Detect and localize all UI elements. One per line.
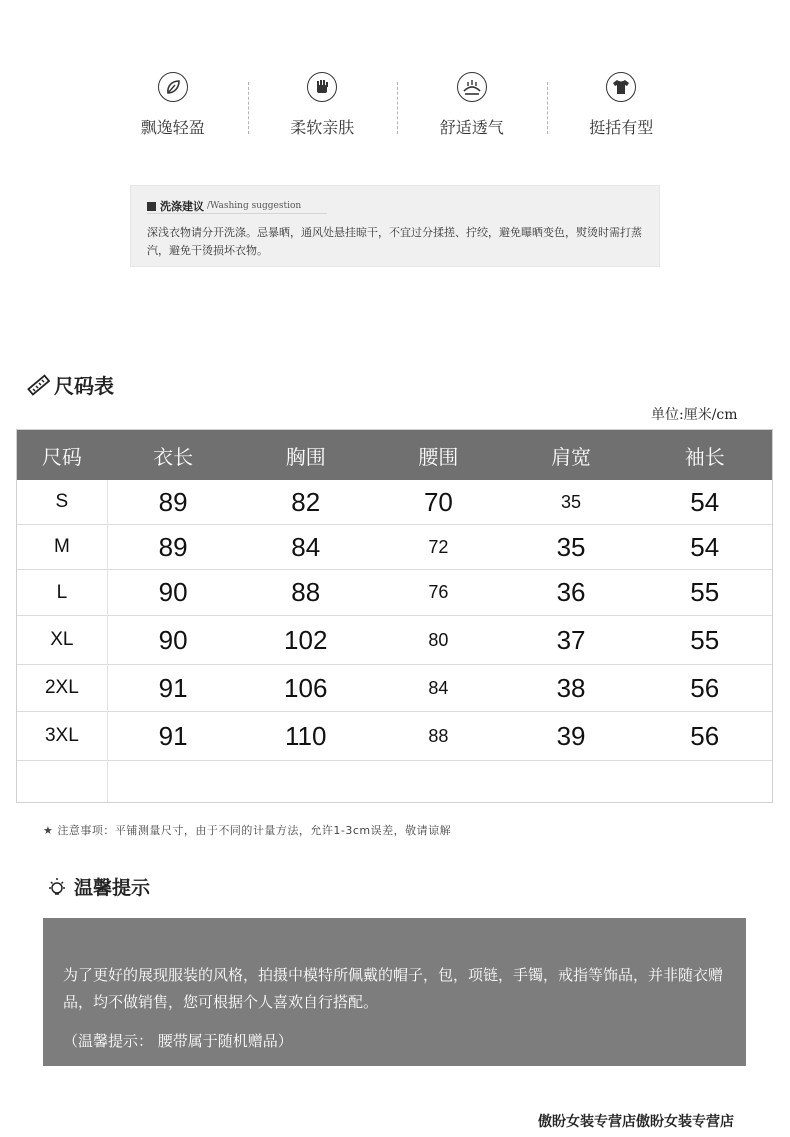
header-cell: 衣长 bbox=[153, 444, 194, 469]
table-cell: 56 bbox=[690, 720, 720, 751]
table-cell: 39 bbox=[556, 720, 586, 751]
table-header bbox=[17, 430, 772, 480]
measurement-note: ★ 注意事项：平铺测量尺寸，由于不同的计量方法，允许1-3cm误差，敬请谅解 bbox=[43, 824, 452, 837]
tips-text: 为了更好的展现服装的风格，拍摄中模特所佩戴的帽子，包，项链，手镯，戒指等饰品，并非随衣赠品，均不做销售，您可根据个人喜欢自行搭配。 bbox=[63, 966, 724, 1011]
table-cell: 80 bbox=[428, 629, 449, 650]
table-cell: 91 bbox=[158, 672, 188, 703]
feature-row bbox=[98, 72, 696, 142]
table-row bbox=[17, 480, 772, 525]
ruler-icon bbox=[26, 373, 50, 397]
lightbulb-icon bbox=[46, 876, 68, 898]
feature-light bbox=[98, 72, 248, 142]
table-cell: 84 bbox=[291, 531, 321, 562]
feature-label: 舒适透气 bbox=[439, 118, 504, 137]
table-cell: 56 bbox=[690, 672, 720, 703]
table-cell: 90 bbox=[158, 577, 188, 607]
feature-label: 挺括有型 bbox=[589, 118, 654, 137]
table-cell: 82 bbox=[291, 486, 321, 517]
divider bbox=[147, 213, 327, 214]
table-cell: 88 bbox=[428, 725, 449, 746]
table-cell: 89 bbox=[158, 486, 188, 517]
store-watermark: 傲盼女装专营店傲盼女装专营店 bbox=[538, 1114, 734, 1130]
table-row-empty bbox=[17, 761, 772, 802]
table-row bbox=[17, 525, 772, 570]
table-cell: 37 bbox=[556, 624, 586, 655]
header-cell: 腰围 bbox=[418, 444, 459, 469]
table-row bbox=[17, 570, 772, 616]
table-row bbox=[17, 712, 772, 761]
table-cell: 55 bbox=[690, 577, 720, 607]
table-cell: M bbox=[53, 536, 70, 557]
table-cell: XL bbox=[50, 629, 74, 650]
table-cell: 2XL bbox=[44, 677, 79, 698]
size-chart-title bbox=[26, 370, 114, 399]
header-cell: 袖长 bbox=[684, 444, 725, 469]
column-divider bbox=[107, 480, 108, 802]
table-cell: 70 bbox=[423, 486, 453, 517]
leaf-icon bbox=[158, 72, 188, 102]
table-cell: S bbox=[55, 491, 69, 512]
table-cell: 89 bbox=[158, 531, 188, 562]
washing-badge-icon bbox=[147, 202, 156, 211]
header-cell: 肩宽 bbox=[551, 444, 592, 469]
table-cell: 110 bbox=[285, 720, 327, 751]
washing-text: 深浅衣物请分开洗涤。忌暴晒，通风处悬挂晾干，不宜过分揉搓、拧绞，避免曝晒变色，熨烫时需打蒸汽，避免干烫损坏衣物。 bbox=[147, 226, 642, 257]
table-cell: 90 bbox=[158, 624, 188, 655]
hand-icon bbox=[307, 72, 337, 102]
tips-box bbox=[43, 918, 746, 1066]
washing-header bbox=[147, 198, 301, 214]
table-cell: 54 bbox=[690, 486, 720, 517]
table-cell: 76 bbox=[428, 582, 449, 602]
header-cell: 尺码 bbox=[41, 444, 82, 469]
table-cell: 36 bbox=[556, 577, 586, 607]
feature-soft bbox=[248, 72, 398, 142]
feature-label: 柔软亲肤 bbox=[290, 118, 355, 137]
shirt-icon bbox=[606, 72, 636, 102]
table-row bbox=[17, 665, 772, 712]
table-cell: 91 bbox=[158, 720, 188, 751]
feature-shape bbox=[547, 72, 697, 142]
table-cell: L bbox=[56, 581, 68, 603]
washing-title: 洗涤建议 bbox=[160, 200, 204, 213]
unit-label: 单位:厘米/cm bbox=[651, 407, 738, 423]
table-cell: 35 bbox=[561, 491, 582, 512]
washing-suggestion bbox=[130, 185, 660, 267]
table-cell: 38 bbox=[556, 672, 586, 703]
tips-title-text: 温馨提示 bbox=[74, 877, 151, 899]
table-cell: 55 bbox=[690, 624, 720, 655]
washing-subtitle: /Washing suggestion bbox=[207, 201, 302, 211]
table-cell: 84 bbox=[428, 677, 449, 698]
table-row bbox=[17, 616, 772, 665]
feature-label: 飘逸轻盈 bbox=[140, 118, 205, 137]
size-table bbox=[16, 429, 773, 803]
table-cell: 106 bbox=[284, 672, 328, 703]
tips-warm: （温馨提示： 腰带属于随机赠品） bbox=[63, 1032, 293, 1050]
table-cell: 54 bbox=[690, 531, 720, 562]
tips-title bbox=[46, 873, 150, 900]
feature-breathable bbox=[397, 72, 547, 142]
size-chart-title-text: 尺码表 bbox=[54, 374, 114, 398]
table-cell: 3XL bbox=[44, 725, 79, 746]
header-cell: 胸围 bbox=[285, 444, 326, 469]
breath-icon bbox=[457, 72, 487, 102]
table-cell: 35 bbox=[556, 531, 586, 562]
table-cell: 88 bbox=[291, 577, 321, 607]
table-cell: 102 bbox=[284, 624, 328, 655]
table-cell: 72 bbox=[428, 536, 449, 557]
